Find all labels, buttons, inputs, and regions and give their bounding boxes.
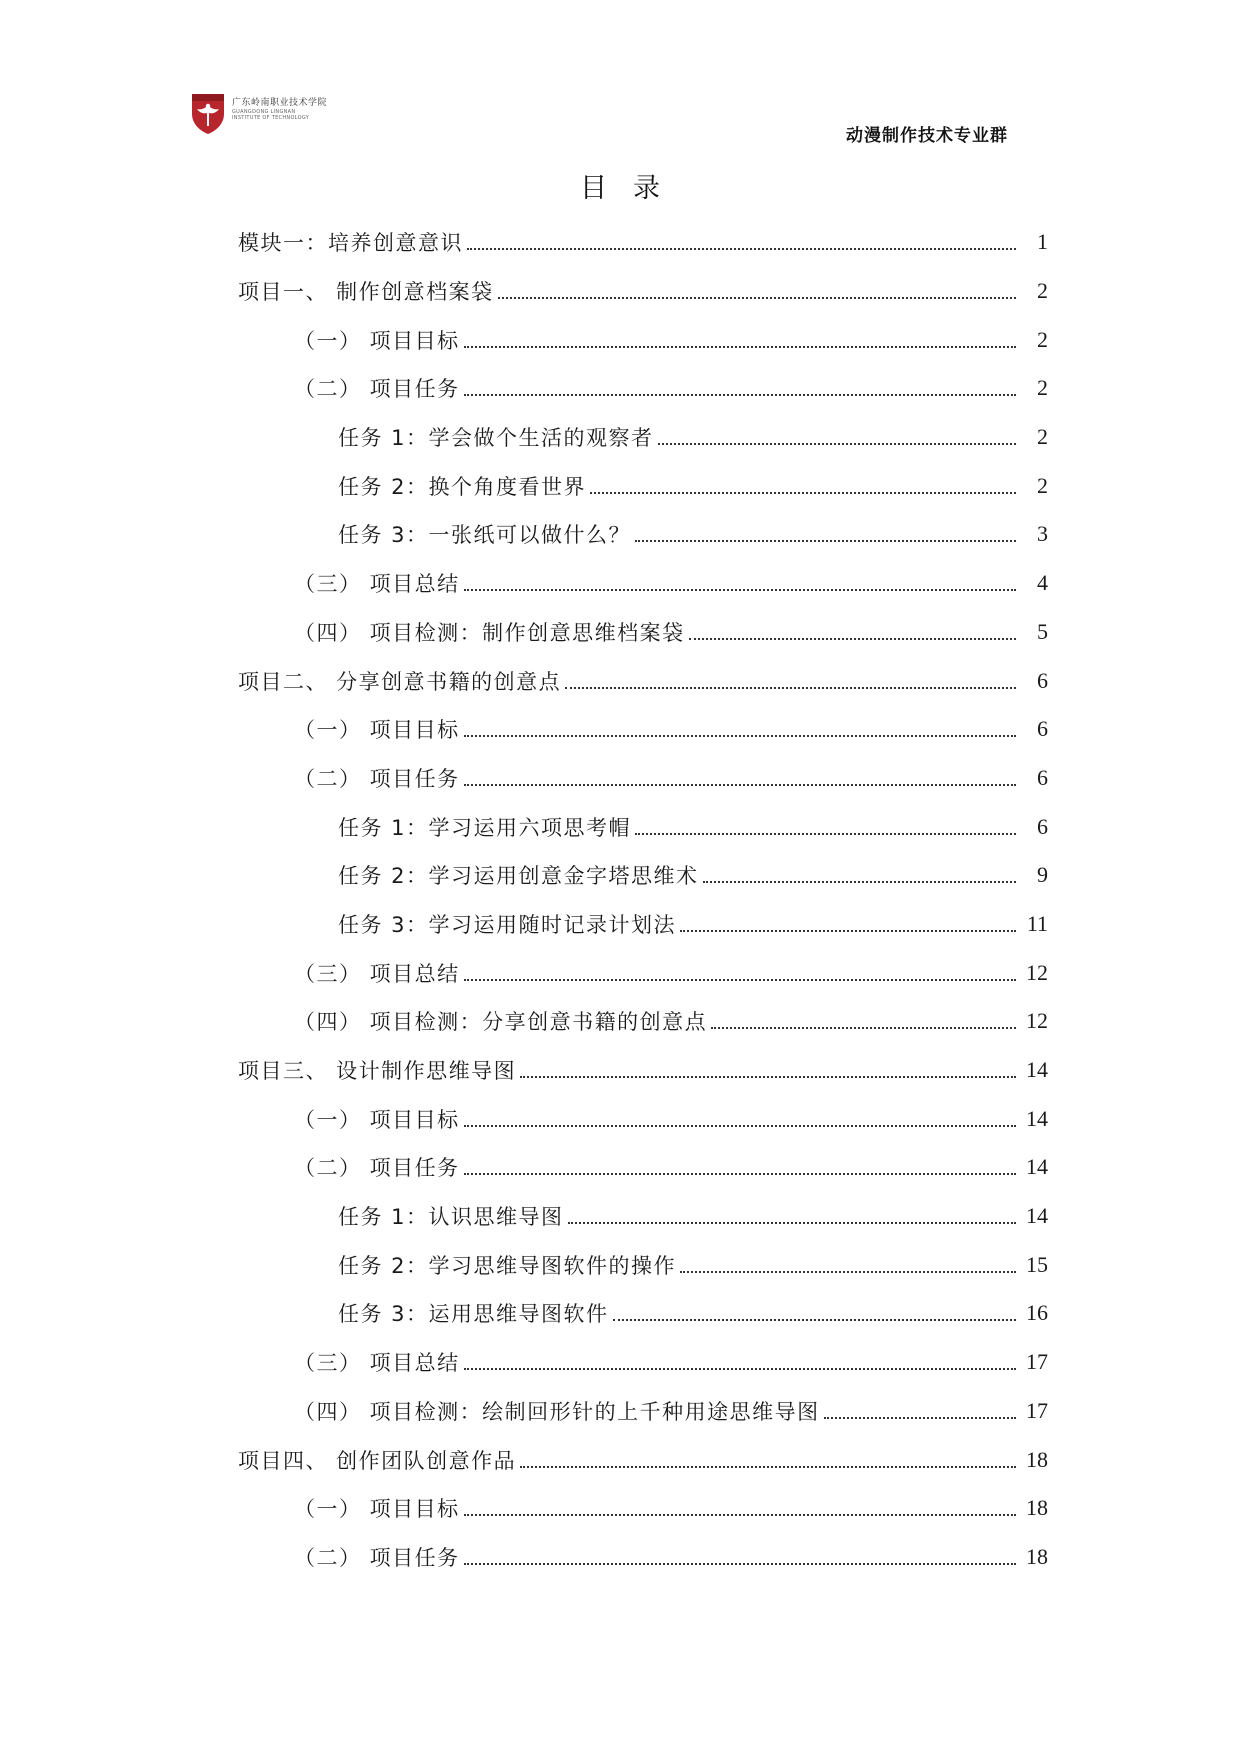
logo-chinese-name: 广东岭南职业技术学院: [232, 98, 328, 108]
toc-page-number: 1: [1037, 229, 1048, 255]
toc-entry-label: （一） 项目目标: [294, 1497, 460, 1522]
toc-entry-label: 任务 2：学习思维导图软件的操作: [338, 1253, 677, 1278]
toc-entry-label: 项目四、 创作团队创意作品: [238, 1448, 517, 1473]
toc-entry-label: （一） 项目目标: [294, 328, 460, 353]
toc-page-number: 2: [1037, 472, 1048, 498]
toc-entry[interactable]: [238, 997, 1048, 1046]
toc-dot-leader: [464, 784, 1016, 786]
toc-page-number: 6: [1037, 764, 1048, 790]
toc-title: 目录: [580, 173, 686, 204]
table-of-contents: [238, 218, 1048, 1581]
toc-entry[interactable]: [238, 608, 1048, 657]
toc-entry[interactable]: [238, 510, 1048, 559]
toc-dot-leader: [464, 1173, 1016, 1175]
toc-page-number: 6: [1037, 716, 1048, 742]
toc-dot-leader: [711, 1027, 1016, 1029]
toc-entry-label: 任务 1：认识思维导图: [338, 1205, 564, 1230]
toc-entry-label: （四） 项目检测：分享创意书籍的创意点: [294, 1010, 708, 1035]
toc-dot-leader: [464, 1514, 1016, 1516]
toc-entry[interactable]: [238, 559, 1048, 608]
toc-entry-label: 任务 2：学习运用创意金字塔思维术: [338, 864, 699, 889]
toc-dot-leader: [680, 930, 1016, 932]
toc-entry-label: 任务 2：换个角度看世界: [338, 474, 587, 499]
toc-entry-label: 项目一、 制作创意档案袋: [238, 280, 494, 305]
toc-entry[interactable]: [238, 705, 1048, 754]
toc-entry-label: （二） 项目任务: [294, 1545, 460, 1570]
toc-entry-label: （二） 项目任务: [294, 1156, 460, 1181]
toc-dot-leader: [464, 979, 1016, 981]
toc-entry-label: 任务 1：学习运用六项思考帽: [338, 815, 632, 840]
toc-entry-label: （三） 项目总结: [294, 572, 460, 597]
header-program-title: 动漫制作技术专业群: [846, 126, 1008, 146]
toc-entry[interactable]: [238, 1143, 1048, 1192]
toc-dot-leader: [464, 1563, 1016, 1565]
toc-dot-leader: [520, 1076, 1016, 1078]
toc-page-number: 9: [1037, 862, 1048, 888]
toc-dot-leader: [635, 833, 1016, 835]
toc-entry[interactable]: [238, 1289, 1048, 1338]
toc-entry-label: 项目二、 分享创意书籍的创意点: [238, 669, 562, 694]
toc-dot-leader: [824, 1417, 1016, 1419]
toc-page-number: 14: [1026, 1203, 1048, 1229]
toc-dot-leader: [464, 1368, 1016, 1370]
toc-page-number: 14: [1026, 1057, 1048, 1083]
toc-page-number: 6: [1037, 667, 1048, 693]
toc-entry[interactable]: [238, 900, 1048, 949]
toc-dot-leader: [635, 540, 1016, 542]
toc-entry[interactable]: [238, 315, 1048, 364]
toc-entry[interactable]: [238, 1240, 1048, 1289]
toc-entry-label: 项目三、 设计制作思维导图: [238, 1059, 517, 1084]
toc-entry[interactable]: [238, 754, 1048, 803]
toc-page-number: 5: [1037, 618, 1048, 644]
toc-entry-label: 任务 3：学习运用随时记录计划法: [338, 912, 677, 937]
toc-dot-leader: [568, 1222, 1016, 1224]
toc-entry-label: 任务 1：学会做个生活的观察者: [338, 426, 654, 451]
toc-entry-label: 任务 3：运用思维导图软件: [338, 1302, 609, 1327]
toc-dot-leader: [703, 881, 1016, 883]
toc-entry[interactable]: [238, 851, 1048, 900]
logo-english-name-line2: INSTITUTE OF TECHNOLOGY: [232, 115, 310, 121]
toc-entry-label: （一） 项目目标: [294, 1107, 460, 1132]
toc-entry-label: 任务 3：一张纸可以做什么？: [338, 523, 632, 548]
toc-page-number: 2: [1037, 278, 1048, 304]
toc-dot-leader: [464, 735, 1016, 737]
toc-entry[interactable]: [238, 656, 1048, 705]
toc-entry[interactable]: [238, 1435, 1048, 1484]
toc-entry-label: （三） 项目总结: [294, 1351, 460, 1376]
toc-dot-leader: [613, 1319, 1016, 1321]
toc-dot-leader: [464, 1125, 1016, 1127]
toc-dot-leader: [464, 589, 1016, 591]
toc-page-number: 11: [1026, 910, 1048, 936]
toc-page-number: 2: [1037, 424, 1048, 450]
toc-entry-label: （四） 项目检测：绘制回形针的上千种用途思维导图: [294, 1399, 820, 1424]
toc-entry-label: （三） 项目总结: [294, 961, 460, 986]
institution-logo: [190, 92, 327, 136]
toc-page-number: 15: [1026, 1251, 1048, 1277]
toc-page-number: 3: [1037, 521, 1048, 547]
toc-entry[interactable]: [238, 461, 1048, 510]
toc-entry-label: （二） 项目任务: [294, 766, 460, 791]
toc-entry[interactable]: [238, 1338, 1048, 1387]
toc-dot-leader: [590, 492, 1016, 494]
toc-entry-label: （二） 项目任务: [294, 377, 460, 402]
toc-entry[interactable]: [238, 802, 1048, 851]
toc-entry-label: （四） 项目检测：制作创意思维档案袋: [294, 620, 685, 645]
toc-dot-leader: [689, 638, 1016, 640]
toc-entry[interactable]: [238, 1533, 1048, 1582]
toc-page-number: 14: [1026, 1154, 1048, 1180]
toc-entry[interactable]: [238, 267, 1048, 316]
toc-dot-leader: [498, 297, 1016, 299]
toc-page-number: 17: [1026, 1397, 1048, 1423]
toc-dot-leader: [464, 346, 1016, 348]
toc-page-number: 12: [1026, 1008, 1048, 1034]
toc-dot-leader: [464, 394, 1016, 396]
toc-page-number: 18: [1026, 1543, 1048, 1569]
toc-entry-label: （一） 项目目标: [294, 718, 460, 743]
toc-entry-label: 模块一：培养创意意识: [238, 231, 463, 256]
toc-page-number: 18: [1026, 1495, 1048, 1521]
toc-dot-leader: [658, 443, 1016, 445]
toc-page-number: 4: [1037, 570, 1048, 596]
toc-entry[interactable]: [238, 364, 1048, 413]
toc-page-number: 18: [1026, 1446, 1048, 1472]
toc-page-number: 2: [1037, 375, 1048, 401]
toc-dot-leader: [565, 687, 1016, 689]
toc-entry[interactable]: [238, 1192, 1048, 1241]
logo-english-name-line1: GUANGDONG LINGNAN: [232, 109, 296, 115]
shield-emblem-icon: [190, 92, 226, 136]
toc-page-number: 12: [1026, 959, 1048, 985]
toc-dot-leader: [680, 1271, 1016, 1273]
toc-entry[interactable]: [238, 1484, 1048, 1533]
toc-page-number: 2: [1037, 326, 1048, 352]
toc-entry[interactable]: [238, 1046, 1048, 1095]
toc-entry[interactable]: [238, 948, 1048, 997]
toc-page-number: 16: [1026, 1300, 1048, 1326]
toc-page-number: 6: [1037, 813, 1048, 839]
toc-page-number: 14: [1026, 1105, 1048, 1131]
toc-entry[interactable]: [238, 218, 1048, 267]
toc-entry[interactable]: [238, 413, 1048, 462]
toc-dot-leader: [467, 248, 1016, 250]
toc-entry[interactable]: [238, 1094, 1048, 1143]
toc-entry[interactable]: [238, 1387, 1048, 1436]
toc-dot-leader: [520, 1466, 1016, 1468]
toc-page-number: 17: [1026, 1349, 1048, 1375]
